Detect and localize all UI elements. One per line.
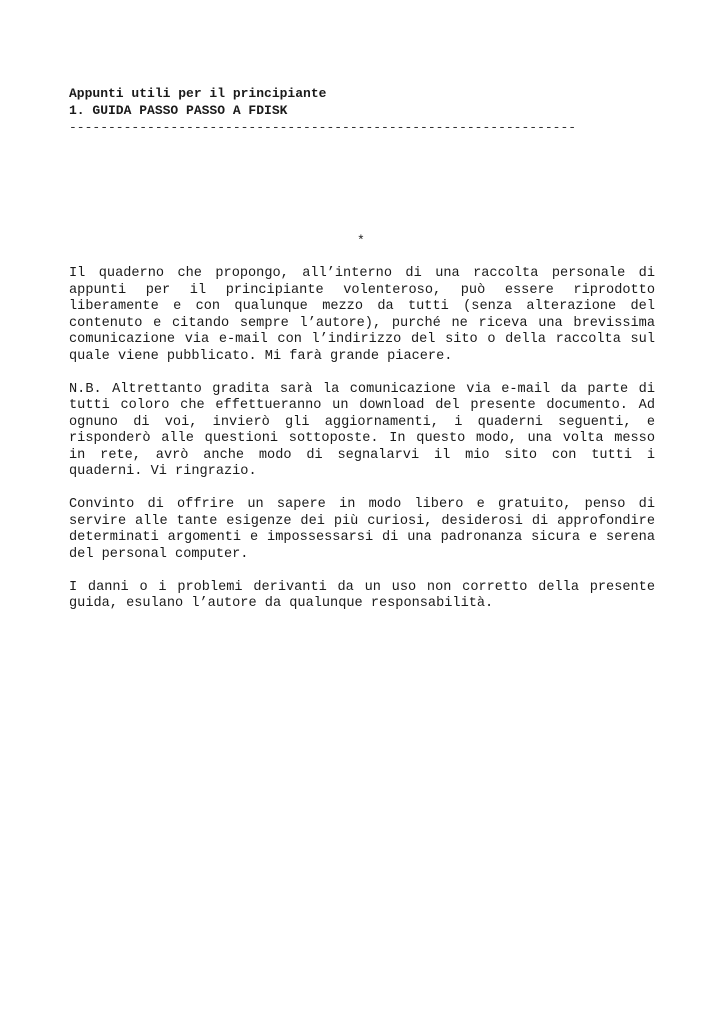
paragraph-disclaimer: I danni o i problemi derivanti da un uso non corretto della presente guida, esulano l’autore da qualunque responsabilità. [69,579,655,611]
document-page [69,0,655,1024]
header-separator: ----------------------------------------------------------------- [69,120,577,135]
paragraph-license: Il quaderno che propongo, all’interno di una raccolta personale di appunti per il principiante volenteroso, può essere riprodotto liberamente e con qualunque mezzo da tutti (senza alterazione del contenuto e citando sempre l’autore), purché ne riceva una brevissima comunicazione via e-mail con l’indirizzo del sito o della raccolta sul quale viene pubblicato. Mi farà grande piacere. [69,266,655,364]
document-header [69,85,669,136]
document-title: Appunti utili per il principiante [69,86,327,101]
paragraph-note: N.B. Altrettanto gradita sarà la comunicazione via e-mail da parte di tutti coloro che effettueranno un download del presente documento. Ad ognuno di voi, invierò gli aggiornamenti, i quaderni seguenti, e risponderò alle questioni sottoposte. In questo modo, una volta messo in rete, avrò anche modo di segnalarvi il mio sito con tutti i quaderni. Vi ringrazio. [69,381,655,479]
section-divider-star: * [357,233,365,248]
section-title: 1. GUIDA PASSO PASSO A FDISK [69,103,288,118]
paragraph-purpose: Convinto di offrire un sapere in modo libero e gratuito, penso di servire alle tante esigenze dei più curiosi, desiderosi di approfondire determinati argomenti e impossessarsi di una padronanza sicura e serena del personal computer. [69,497,655,562]
document-body [69,266,655,629]
